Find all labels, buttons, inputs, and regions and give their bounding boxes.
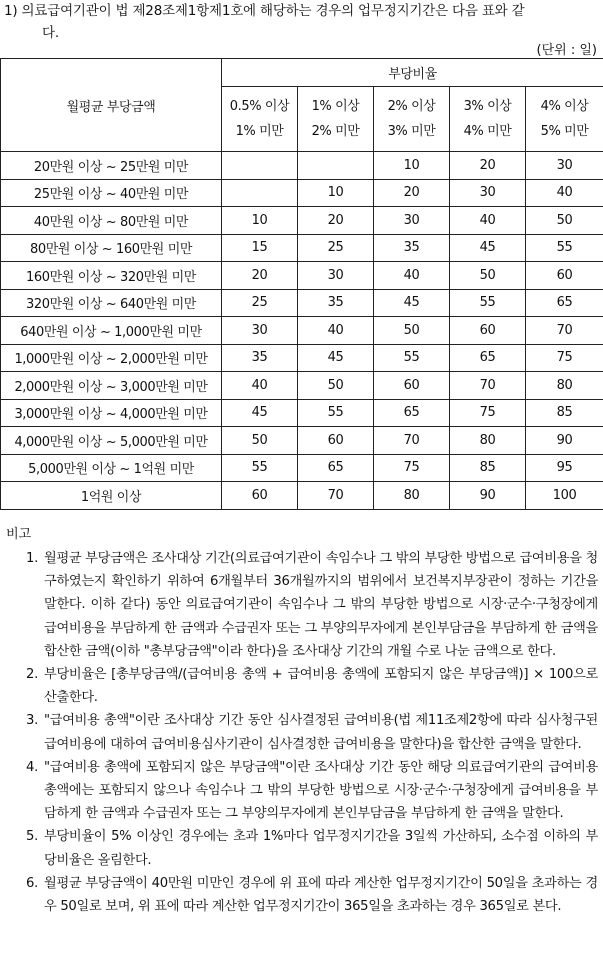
notes-section — [6, 525, 598, 918]
table-cell: 45 — [222, 399, 298, 427]
table-cell: 75 — [526, 344, 603, 372]
ratio-header — [374, 87, 450, 152]
notes-title: 비고 — [6, 527, 31, 542]
table-cell: 30 — [450, 179, 526, 207]
table-cell: 90 — [526, 427, 603, 455]
table-cell: 75 — [450, 399, 526, 427]
table-cell: 25 — [298, 234, 374, 262]
note-number: 2. — [26, 667, 38, 683]
table-cell: 20 — [298, 207, 374, 235]
table-cell: 75 — [374, 454, 450, 482]
table-cell: 35 — [222, 344, 298, 372]
table-cell: 55 — [450, 289, 526, 317]
table-row — [1, 234, 603, 262]
row-label: 40만원 이상 ~ 80만원 미만 — [1, 207, 222, 235]
ratio-header-top: 1% 이상 — [311, 99, 360, 114]
row-label: 20만원 이상 ~ 25만원 미만 — [1, 152, 222, 180]
table-row — [1, 454, 603, 482]
ratio-header-top: 3% 이상 — [463, 99, 512, 114]
note-number: 6. — [26, 875, 38, 891]
ratio-header-top: 0.5% 이상 — [229, 99, 290, 114]
table-cell: 50 — [374, 317, 450, 345]
note-text: "급여비용 총액에 포함되지 않은 부당금액"이란 조사대상 기간 동안 해당 의료급여기관의 급여비용 총액에는 포함되지 않으나 속임수나 그 밖의 부당한 방법으로 시장·군수·구청장에게 급여비용을 부담하게 한 금액과 수급권자 또는 그 부양의무자에게 본인부담금을 부담하게 한 금액을 말한다. — [44, 759, 598, 822]
note-item — [6, 663, 598, 709]
table-cell: 40 — [222, 372, 298, 400]
table-cell: 65 — [298, 454, 374, 482]
table-cell: 30 — [298, 262, 374, 290]
header-monthly-amount: 월평균 부당금액 — [1, 59, 222, 152]
table-cell: 60 — [374, 372, 450, 400]
table-cell: 70 — [374, 427, 450, 455]
ratio-header — [222, 87, 298, 152]
note-number: 1. — [26, 551, 38, 566]
table-cell: 100 — [526, 482, 603, 510]
row-label: 160만원 이상 ~ 320만원 미만 — [1, 262, 222, 290]
table-cell — [222, 152, 298, 180]
row-label: 2,000만원 이상 ~ 3,000만원 미만 — [1, 372, 222, 400]
table-cell: 70 — [450, 372, 526, 400]
table-cell: 80 — [374, 482, 450, 510]
table-cell: 60 — [222, 482, 298, 510]
table-row — [1, 344, 603, 372]
unit-label: (단위 : 일) — [536, 43, 597, 58]
row-label: 4,000만원 이상 ~ 5,000만원 미만 — [1, 427, 222, 455]
note-text: 월평균 부당금액이 40만원 미만인 경우에 위 표에 따라 계산한 업무정지기간이 50일을 초과하는 경우 50일로 보며, 위 표에 따라 계산한 업무정지기간이 365일을 초과하는 경우 365일로 본다. — [44, 875, 598, 915]
note-text: 월평균 부당금액은 조사대상 기간(의료급여기관이 속임수나 그 밖의 부당한 방법으로 급여비용을 청구하였는지 확인하기 위하여 6개월부터 36개월까지의 범위에서 보건복지부장관이 정하는 기간을 말한다. 이하 같다) 동안 의료급여기관이 속임수나 그 밖의 부당한 방법으로 시장·군수·구청장에게 급여비용을 부담하게 한 금액과 수급권자 또는 그 부양의무자에게 본인부담금을 부담하게 한 금액을 합산한 금액(이하 "총부당금액"이라 한다)을 조사대상 기간의 개월 수로 나눈 금액으로 한다. — [44, 551, 598, 659]
table-cell: 90 — [450, 482, 526, 510]
ratio-header-bottom: 5% 미만 — [540, 124, 589, 139]
table-row — [1, 482, 603, 510]
table-row — [1, 427, 603, 455]
table-cell: 45 — [450, 234, 526, 262]
table-cell: 40 — [374, 262, 450, 290]
table-cell: 85 — [526, 399, 603, 427]
intro-line-2: 다. — [42, 25, 59, 41]
table-cell: 50 — [298, 372, 374, 400]
row-label: 80만원 이상 ~ 160만원 미만 — [1, 234, 222, 262]
table-cell: 40 — [526, 179, 603, 207]
ratio-header-top: 4% 이상 — [540, 99, 589, 114]
table-cell — [298, 152, 374, 180]
table-cell: 20 — [450, 152, 526, 180]
table-cell: 55 — [374, 344, 450, 372]
table-cell: 30 — [222, 317, 298, 345]
table-cell: 70 — [526, 317, 603, 345]
row-label: 640만원 이상 ~ 1,000만원 미만 — [1, 317, 222, 345]
table-cell: 80 — [450, 427, 526, 455]
table-cell: 55 — [222, 454, 298, 482]
table-cell: 60 — [450, 317, 526, 345]
table-cell: 35 — [374, 234, 450, 262]
table-cell: 50 — [526, 207, 603, 235]
table-cell: 10 — [374, 152, 450, 180]
note-number: 5. — [26, 829, 38, 845]
intro-line-1: 1) 의료급여기관이 법 제28조제1항제1호에 해당하는 경우의 업무정지기간은 다음 표와 같 — [4, 3, 525, 19]
table-cell: 35 — [298, 289, 374, 317]
row-label: 1억원 이상 — [1, 482, 222, 510]
suspension-period-table — [0, 58, 603, 510]
table-cell: 80 — [526, 372, 603, 400]
note-number: 4. — [26, 759, 38, 775]
table-cell: 85 — [450, 454, 526, 482]
note-text: "급여비용 총액"이란 조사대상 기간 동안 심사결정된 급여비용(법 제11조제2항에 따라 심사청구된 급여비용에 대하여 급여비용심사기관이 심사결정한 급여비용을 말한다)을 합산한 금액을 말한다. — [44, 713, 598, 752]
table-cell: 40 — [298, 317, 374, 345]
table-cell: 45 — [374, 289, 450, 317]
table-cell: 25 — [222, 289, 298, 317]
note-item — [6, 872, 598, 918]
table-row — [1, 152, 603, 180]
table-row — [1, 262, 603, 290]
ratio-header — [526, 87, 603, 152]
note-item — [6, 709, 598, 755]
table-cell: 65 — [450, 344, 526, 372]
table-cell: 55 — [526, 234, 603, 262]
ratio-header-bottom: 2% 미만 — [311, 124, 360, 139]
ratio-header-bottom: 4% 미만 — [463, 124, 512, 139]
row-label: 25만원 이상 ~ 40만원 미만 — [1, 179, 222, 207]
table-row — [1, 207, 603, 235]
table-cell: 65 — [526, 289, 603, 317]
intro-paragraph — [4, 0, 600, 44]
table-row — [1, 372, 603, 400]
note-item — [6, 825, 598, 871]
header-ratio-group: 부당비율 — [222, 59, 603, 87]
table-cell: 50 — [222, 427, 298, 455]
table-cell: 10 — [222, 207, 298, 235]
row-label: 5,000만원 이상 ~ 1억원 미만 — [1, 454, 222, 482]
note-item — [6, 756, 598, 826]
note-text: 부당비율은 [총부당금액/(급여비용 총액 + 급여비용 총액에 포함되지 않은 부당금액)] × 100으로 산출한다. — [44, 667, 598, 706]
table-cell: 20 — [374, 179, 450, 207]
table-cell — [222, 179, 298, 207]
table-row — [1, 289, 603, 317]
table-cell: 65 — [374, 399, 450, 427]
row-label: 320만원 이상 ~ 640만원 미만 — [1, 289, 222, 317]
ratio-header — [450, 87, 526, 152]
table-cell: 10 — [298, 179, 374, 207]
table-row — [1, 179, 603, 207]
table-cell: 50 — [450, 262, 526, 290]
table-cell: 60 — [298, 427, 374, 455]
ratio-header-top: 2% 이상 — [387, 99, 436, 114]
table-cell: 15 — [222, 234, 298, 262]
table-cell: 70 — [298, 482, 374, 510]
table-row — [1, 399, 603, 427]
note-text: 부당비율이 5% 이상인 경우에는 초과 1%마다 업무정지기간을 3일씩 가산하되, 소수점 이하의 부당비율은 올림한다. — [44, 829, 598, 868]
ratio-header — [298, 87, 374, 152]
row-label: 1,000만원 이상 ~ 2,000만원 미만 — [1, 344, 222, 372]
table-cell: 30 — [374, 207, 450, 235]
ratio-header-bottom: 1% 미만 — [235, 124, 284, 139]
note-item — [6, 547, 598, 663]
table-cell: 55 — [298, 399, 374, 427]
row-label: 3,000만원 이상 ~ 4,000만원 미만 — [1, 399, 222, 427]
table-cell: 95 — [526, 454, 603, 482]
table-cell: 45 — [298, 344, 374, 372]
table-cell: 20 — [222, 262, 298, 290]
table-cell: 30 — [526, 152, 603, 180]
table-cell: 40 — [450, 207, 526, 235]
table-cell: 60 — [526, 262, 603, 290]
table-row — [1, 317, 603, 345]
notes-list — [6, 547, 598, 918]
note-number: 3. — [26, 713, 38, 729]
ratio-header-bottom: 3% 미만 — [387, 124, 436, 139]
